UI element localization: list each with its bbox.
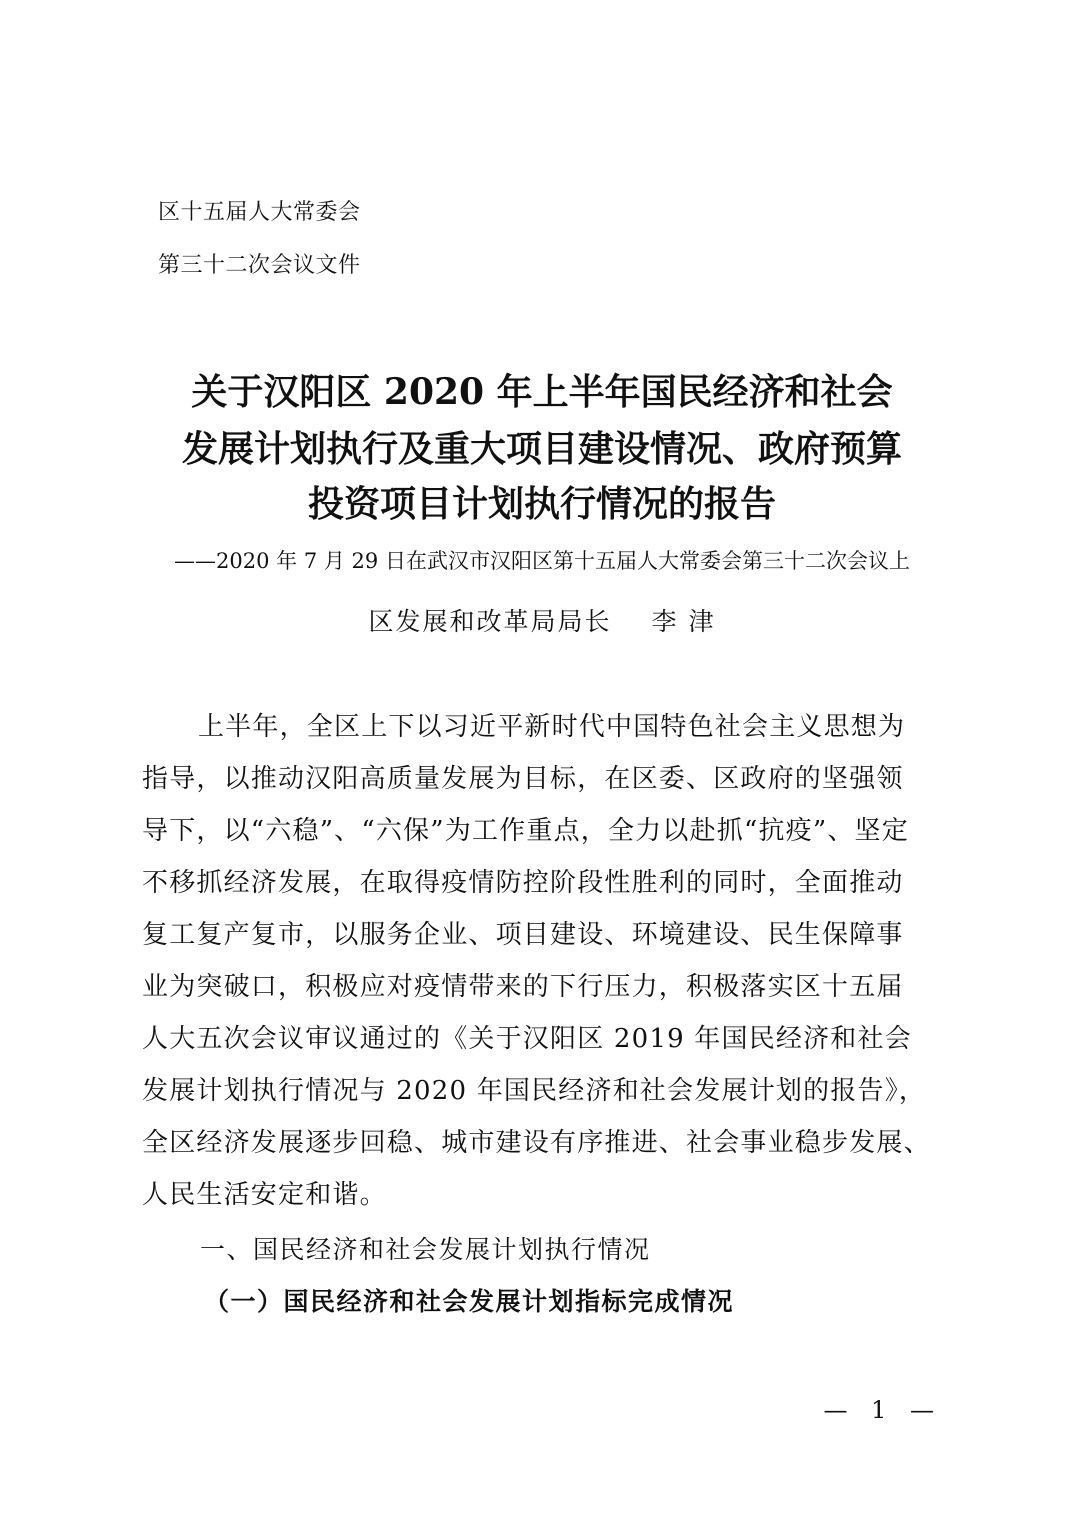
section-heading-2: （一）国民经济和社会发展计划指标完成情况	[204, 1287, 735, 1316]
body-line: 人大五次会议审议通过的《关于汉阳区 2019 年国民经济和社会	[142, 1024, 912, 1054]
report-title-line-3: 投资项目计划执行情况的报告	[307, 483, 776, 525]
body-line: 上半年，全区上下以习近平新时代中国特色社会主义思想为	[198, 712, 906, 742]
body-line: 业为突破口，积极应对疫情带来的下行压力，积极落实区十五届	[142, 972, 904, 1002]
section-heading-1: 一、国民经济和社会发展计划执行情况	[200, 1235, 651, 1264]
report-title-line-2: 发展计划执行及重大项目建设情况、政府预算	[181, 428, 902, 470]
report-subtitle: ——2020 年 7 月 29 日在武汉市汉阳区第十五届人大常委会第三十二次会议上	[174, 549, 910, 573]
report-title-line-1: 关于汉阳区 2020 年上半年国民经济和社会	[191, 371, 893, 413]
author-line	[140, 605, 944, 639]
body-line: 不移抓经济发展，在取得疫情防控阶段性胜利的同时，全面推动	[142, 868, 904, 898]
body-line: 全区经济发展逐步回稳、城市建设有序推进、社会事业稳步发展、	[142, 1128, 931, 1158]
author-position: 区发展和改革局局长	[368, 607, 612, 636]
body-line: 复工复产复市，以服务企业、项目建设、环境建设、民生保障事	[142, 920, 904, 950]
header-committee: 区十五届人大常委会	[158, 200, 361, 225]
page-number: — 1 —	[823, 1396, 942, 1424]
body-line: 人民生活安定和谐。	[142, 1180, 387, 1210]
body-line: 导下，以“六稳”、“六保”为工作重点，全力以赴抓“抗疫”、坚定	[142, 816, 909, 846]
body-line: 指导，以推动汉阳高质量发展为目标，在区委、区政府的坚强领	[142, 764, 904, 794]
author-name: 李 津	[651, 607, 716, 636]
body-line: 发展计划执行情况与 2020 年国民经济和社会发展计划的报告》，	[142, 1076, 927, 1106]
header-session: 第三十二次会议文件	[158, 253, 361, 278]
